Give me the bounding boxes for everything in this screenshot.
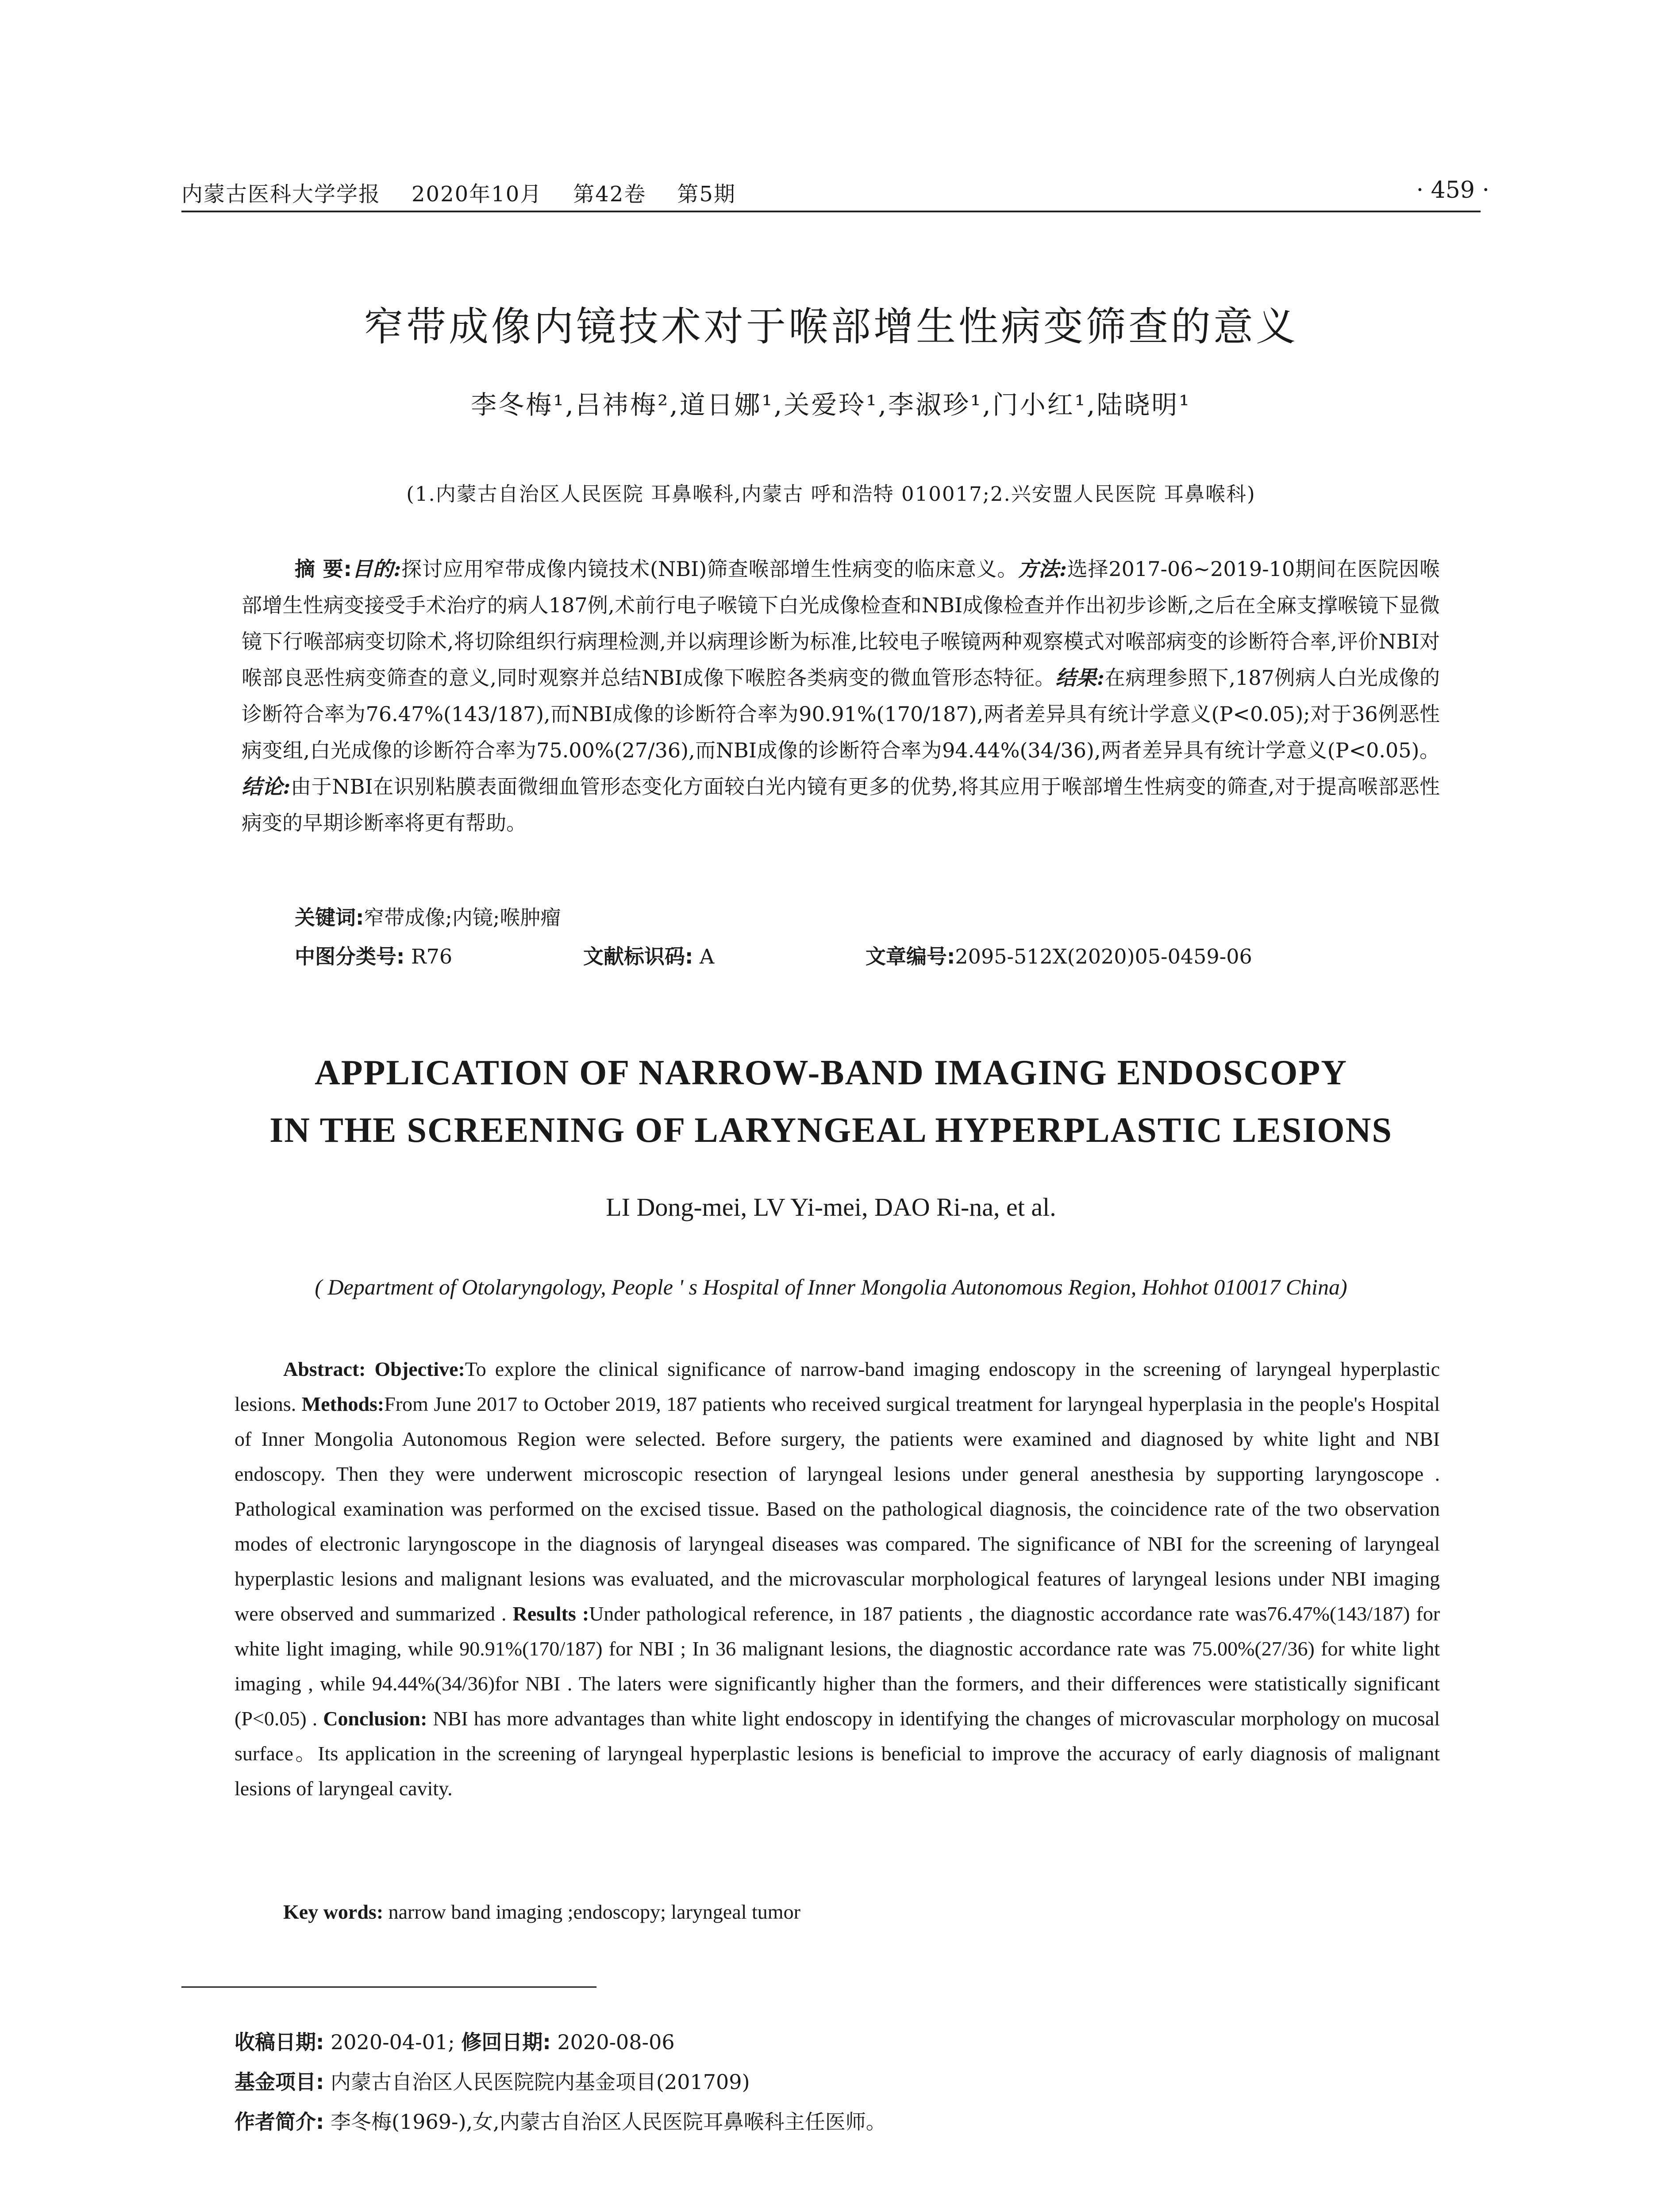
english-affiliation: ( Department of Otolaryngology, People ' s Hospital of Inner Mongolia Autonomous Region, Hohhot 010017 China) <box>315 1275 1347 1299</box>
doc-code-value: A <box>693 945 715 968</box>
doc-code-label: 文献标识码: <box>583 945 693 968</box>
received-label: 收稿日期: <box>235 2030 324 2054</box>
chinese-authors: 李冬梅¹,吕祎梅²,道日娜¹,关爱玲¹,李淑珍¹,门小红¹,陆晓明¹ <box>471 390 1191 420</box>
journal-name: 内蒙古医科大学学报 <box>181 182 381 207</box>
en-objective-text: To explore the clinical significance of narrow-band imaging endoscopy in the screening of laryngeal hyperplastic lesions. <box>235 1358 1440 1415</box>
en-methods-label: Methods: <box>301 1393 385 1415</box>
chinese-keywords <box>295 902 561 931</box>
english-title <box>0 1044 1662 1159</box>
received-date: 2020-04-01; <box>324 2030 462 2054</box>
en-abstract-label: Abstract: <box>283 1358 366 1380</box>
keywords-label: 关键词: <box>295 906 364 929</box>
article-no-label: 文章编号: <box>866 945 955 968</box>
header-rule <box>181 211 1481 212</box>
en-conclusion-label: Conclusion: <box>323 1707 427 1730</box>
objective-text: 探讨应用窄带成像内镜技术(NBI)筛查喉部增生性病变的临床意义。 <box>401 557 1018 581</box>
english-title-line1: APPLICATION OF NARROW-BAND IMAGING ENDOSCOPY <box>315 1053 1347 1092</box>
footnote-dates <box>235 2026 675 2055</box>
en-results-label: Results : <box>512 1602 589 1625</box>
methods-text: 选择2017-06~2019-10期间在医院因喉部增生性病变接受手术治疗的病人187例,术前行电子喉镜下白光成像检查和NBI成像检查并作出初步诊断,之后在全麻支撑喉镜下显微镜下行喉部病变切除术,将切除组织行病理检测,并以病理诊断为标准,比较电子喉镜两种观察模式对喉部病变的诊断符合率,评价NBI对喉部良恶性病变筛查的意义,同时观察并总结NBI成像下喉腔各类病变的微血管形态特征。 <box>242 557 1440 690</box>
objective-label: 目的: <box>351 557 401 581</box>
chinese-abstract <box>242 551 1440 841</box>
en-keywords-label: Key words: <box>283 1901 384 1923</box>
article-no-cell <box>866 941 1252 970</box>
en-methods-text: From June 2017 to October 2019, 187 patients who received surgical treatment for laryngeal hyperplasia in the people's Hospital of Inner Mongolia Autonomous Region were selected. Before surgery, the patients were examined and diagnosed by white light and NBI endoscopy. Then they were underwent microscopic resection of laryngeal lesions under general anesthesia by supporting laryngoscope . Pathological examination was performed on the excised tissue. Based on the pathological diagnosis, the coincidence rate of the two observation modes of electronic laryngoscope in the diagnosis of laryngeal diseases was compared. The significance of NBI for the screening of laryngeal hyperplastic lesions and malignant lesions was evaluated, and the microvascular morphological features of laryngeal lesions under NBI imaging were observed and summarized . <box>235 1393 1440 1625</box>
issue: 第5期 <box>677 182 736 207</box>
author-text: 李冬梅(1969-),女,内蒙古自治区人民医院耳鼻喉科主任医师。 <box>324 2110 886 2134</box>
chinese-affiliation: (1.内蒙古自治区人民医院 耳鼻喉科,内蒙古 呼和浩特 010017;2.兴安盟人民医院 耳鼻喉科) <box>406 482 1256 506</box>
abstract-label: 摘 要: <box>295 557 352 581</box>
clc-cell <box>295 941 452 970</box>
fund-label: 基金项目: <box>235 2070 324 2094</box>
footnote-fund <box>235 2066 750 2095</box>
doc-code-cell <box>583 941 714 970</box>
footnote-rule <box>181 1986 596 1988</box>
revised-date: 2020-08-06 <box>550 2030 675 2054</box>
page-number: · 459 · <box>1416 177 1489 204</box>
en-results-text: Under pathological reference, in 187 patients , the diagnostic accordance rate was76.47%(143/187) for white light imaging, while 90.91%(170/187) for NBI ; In 36 malignant lesions, the diagnostic accordance rate was 75.00%(27/36) for white light imaging , while 94.44%(34/36)for NBI . The laters were significantly higher than the formers, and their differences were statistically significant (P<0.05) . <box>235 1602 1440 1730</box>
en-keywords-text: narrow band imaging ;endoscopy; laryngeal tumor <box>383 1901 800 1923</box>
footnote-author <box>235 2106 886 2135</box>
results-label: 结果: <box>1055 666 1104 690</box>
issue-date: 2020年10月 <box>412 182 542 207</box>
conclusion-text: 由于NBI在识别粘膜表面微细血管形态变化方面较白光内镜有更多的优势,将其应用于喉部增生性病变的筛查,对于提高喉部恶性病变的早期诊断率将更有帮助。 <box>242 775 1440 835</box>
chinese-title: 窄带成像内镜技术对于喉部增生性病变筛查的意义 <box>364 303 1298 350</box>
keywords-text: 窄带成像;内镜;喉肿瘤 <box>364 906 561 929</box>
running-header <box>181 177 767 207</box>
author-label: 作者简介: <box>235 2110 324 2134</box>
en-conclusion-text: NBI has more advantages than white light endoscopy in identifying the changes of microvascular morphology on mucosal surface。Its application in the screening of laryngeal hyperplastic lesions is beneficial to improve the accuracy of early diagnosis of malignant lesions of laryngeal cavity. <box>235 1707 1440 1800</box>
english-title-line2: IN THE SCREENING OF LARYNGEAL HYPERPLASTIC LESIONS <box>269 1111 1393 1150</box>
clc-label: 中图分类号: <box>295 945 405 968</box>
results-text: 在病理参照下,187例病人白光成像的诊断符合率为76.47%(143/187),而NBI成像的诊断符合率为90.91%(170/187),两者差异具有统计学意义(P<0.05);对于36例恶性病变组,白光成像的诊断符合率为75.00%(27/36),而NBI成像的诊断符合率为94.44%(34/36),两者差异具有统计学意义(P<0.05)。 <box>242 666 1440 762</box>
en-objective-label: Objective: <box>374 1358 465 1380</box>
revised-label: 修回日期: <box>461 2030 551 2054</box>
clc-value: R76 <box>404 945 453 968</box>
english-keywords <box>283 1900 800 1924</box>
fund-text: 内蒙古自治区人民医院院内基金项目(201709) <box>324 2070 750 2094</box>
volume: 第42卷 <box>573 182 646 207</box>
methods-label: 方法: <box>1018 557 1067 581</box>
english-abstract <box>235 1352 1440 1806</box>
english-authors: LI Dong-mei, LV Yi-mei, DAO Ri-na, et al. <box>606 1193 1056 1221</box>
article-no-value: 2095-512X(2020)05-0459-06 <box>955 945 1252 968</box>
conclusion-label: 结论: <box>242 775 291 799</box>
